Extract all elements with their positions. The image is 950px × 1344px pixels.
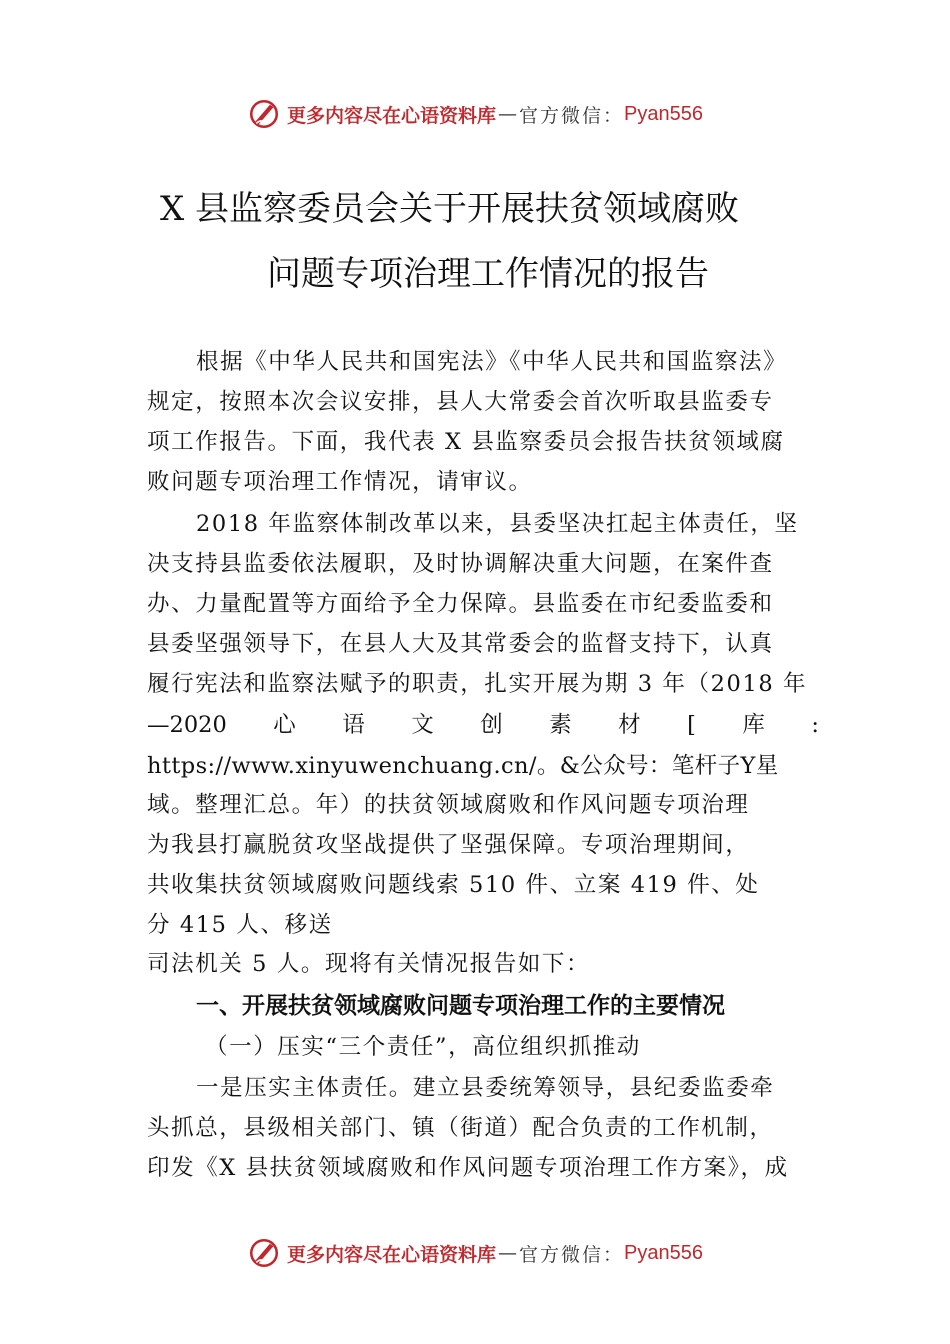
- header-banner: [0, 94, 950, 134]
- paragraph-line: 为我县打赢脱贫攻坚战提供了坚强保障。专项治理期间，: [147, 832, 750, 858]
- spread-segment: :: [811, 712, 819, 738]
- paragraph-line: 根据《中华人民共和国宪法》《中华人民共和国监察法》: [196, 349, 788, 375]
- banner-official-label: 官方微信：: [519, 104, 625, 127]
- spread-text-line: [147, 710, 819, 740]
- spread-segment: 库: [742, 712, 765, 738]
- spread-segment: 语: [342, 712, 365, 738]
- brush-logo-icon: [247, 1236, 281, 1270]
- paragraph-line: 域。整理汇总。年）的扶贫领域腐败和作风问题专项治理: [147, 792, 750, 818]
- paragraph-line: 履行宪法和监察法赋予的职责，扎实开展为期 3 年（2018 年: [147, 671, 808, 697]
- paragraph-line: 规定，按照本次会议安排，县人大常委会首次听取县监委专: [147, 389, 774, 415]
- paragraph-line: 决支持县监委依法履职，及时协调解决重大问题，在案件查: [147, 551, 774, 577]
- brush-logo-icon: [247, 97, 281, 131]
- spread-segment: 素: [549, 712, 572, 738]
- paragraph-line: 项工作报告。下面，我代表 X 县监察委员会报告扶贫领域腐: [147, 429, 785, 455]
- paragraph-line: 败问题专项治理工作情况，请审议。: [147, 469, 533, 495]
- section-heading: 一、开展扶贫领域腐败问题专项治理工作的主要情况: [196, 993, 725, 1019]
- spread-segment: 心: [273, 712, 296, 738]
- banner-wechat-id: Pyan556: [624, 102, 703, 125]
- paragraph-line: 头抓总，县级相关部门、镇（街道）配合负责的工作机制，: [147, 1115, 774, 1141]
- paragraph-line: 县委坚强领导下，在县人大及其常委会的监督支持下，认真: [147, 631, 774, 657]
- banner-official-label: 官方微信：: [519, 1243, 625, 1266]
- spread-segment: —2020: [147, 712, 227, 738]
- spread-segment: 文: [411, 712, 434, 738]
- subsection-heading: （一）压实“三个责任”，高位组织抓推动: [205, 1034, 641, 1060]
- banner-dash: —: [498, 103, 518, 125]
- paragraph-line: 一是压实主体责任。建立县委统筹领导，县纪委监委牵: [196, 1075, 775, 1101]
- paragraph-line: 司法机关 5 人。现将有关情况报告如下：: [147, 951, 591, 977]
- banner-dash: —: [498, 1242, 518, 1264]
- banner-wechat-id: Pyan556: [624, 1241, 703, 1264]
- paragraph-line: 办、力量配置等方面给予全力保障。县监委在市纪委监委和: [147, 591, 774, 617]
- paragraph-line: 分 415 人、移送: [147, 912, 333, 938]
- banner-text: 更多内容尽在心语资料库: [287, 1243, 497, 1266]
- spread-segment: 创: [480, 712, 503, 738]
- footer-banner: [0, 1233, 950, 1273]
- paragraph-line: 印发《X 县扶贫领域腐败和作风问题专项治理工作方案》，成: [147, 1155, 789, 1181]
- paragraph-line: https://www.xinyuwenchuang.cn/。&公众号：笔杆子Y星: [147, 753, 779, 779]
- paragraph-line: 共收集扶贫领域腐败问题线索 510 件、立案 419 件、处: [147, 872, 760, 898]
- document-title-line-1: X 县监察委员会关于开展扶贫领域腐败: [160, 189, 740, 229]
- spread-segment: 材: [618, 712, 641, 738]
- spread-segment: [: [687, 712, 696, 738]
- paragraph-line: 2018 年监察体制改革以来，县委坚决扛起主体责任，坚: [196, 511, 799, 537]
- banner-text: 更多内容尽在心语资料库: [287, 104, 497, 127]
- document-title-line-2: 问题专项治理工作情况的报告: [267, 254, 709, 294]
